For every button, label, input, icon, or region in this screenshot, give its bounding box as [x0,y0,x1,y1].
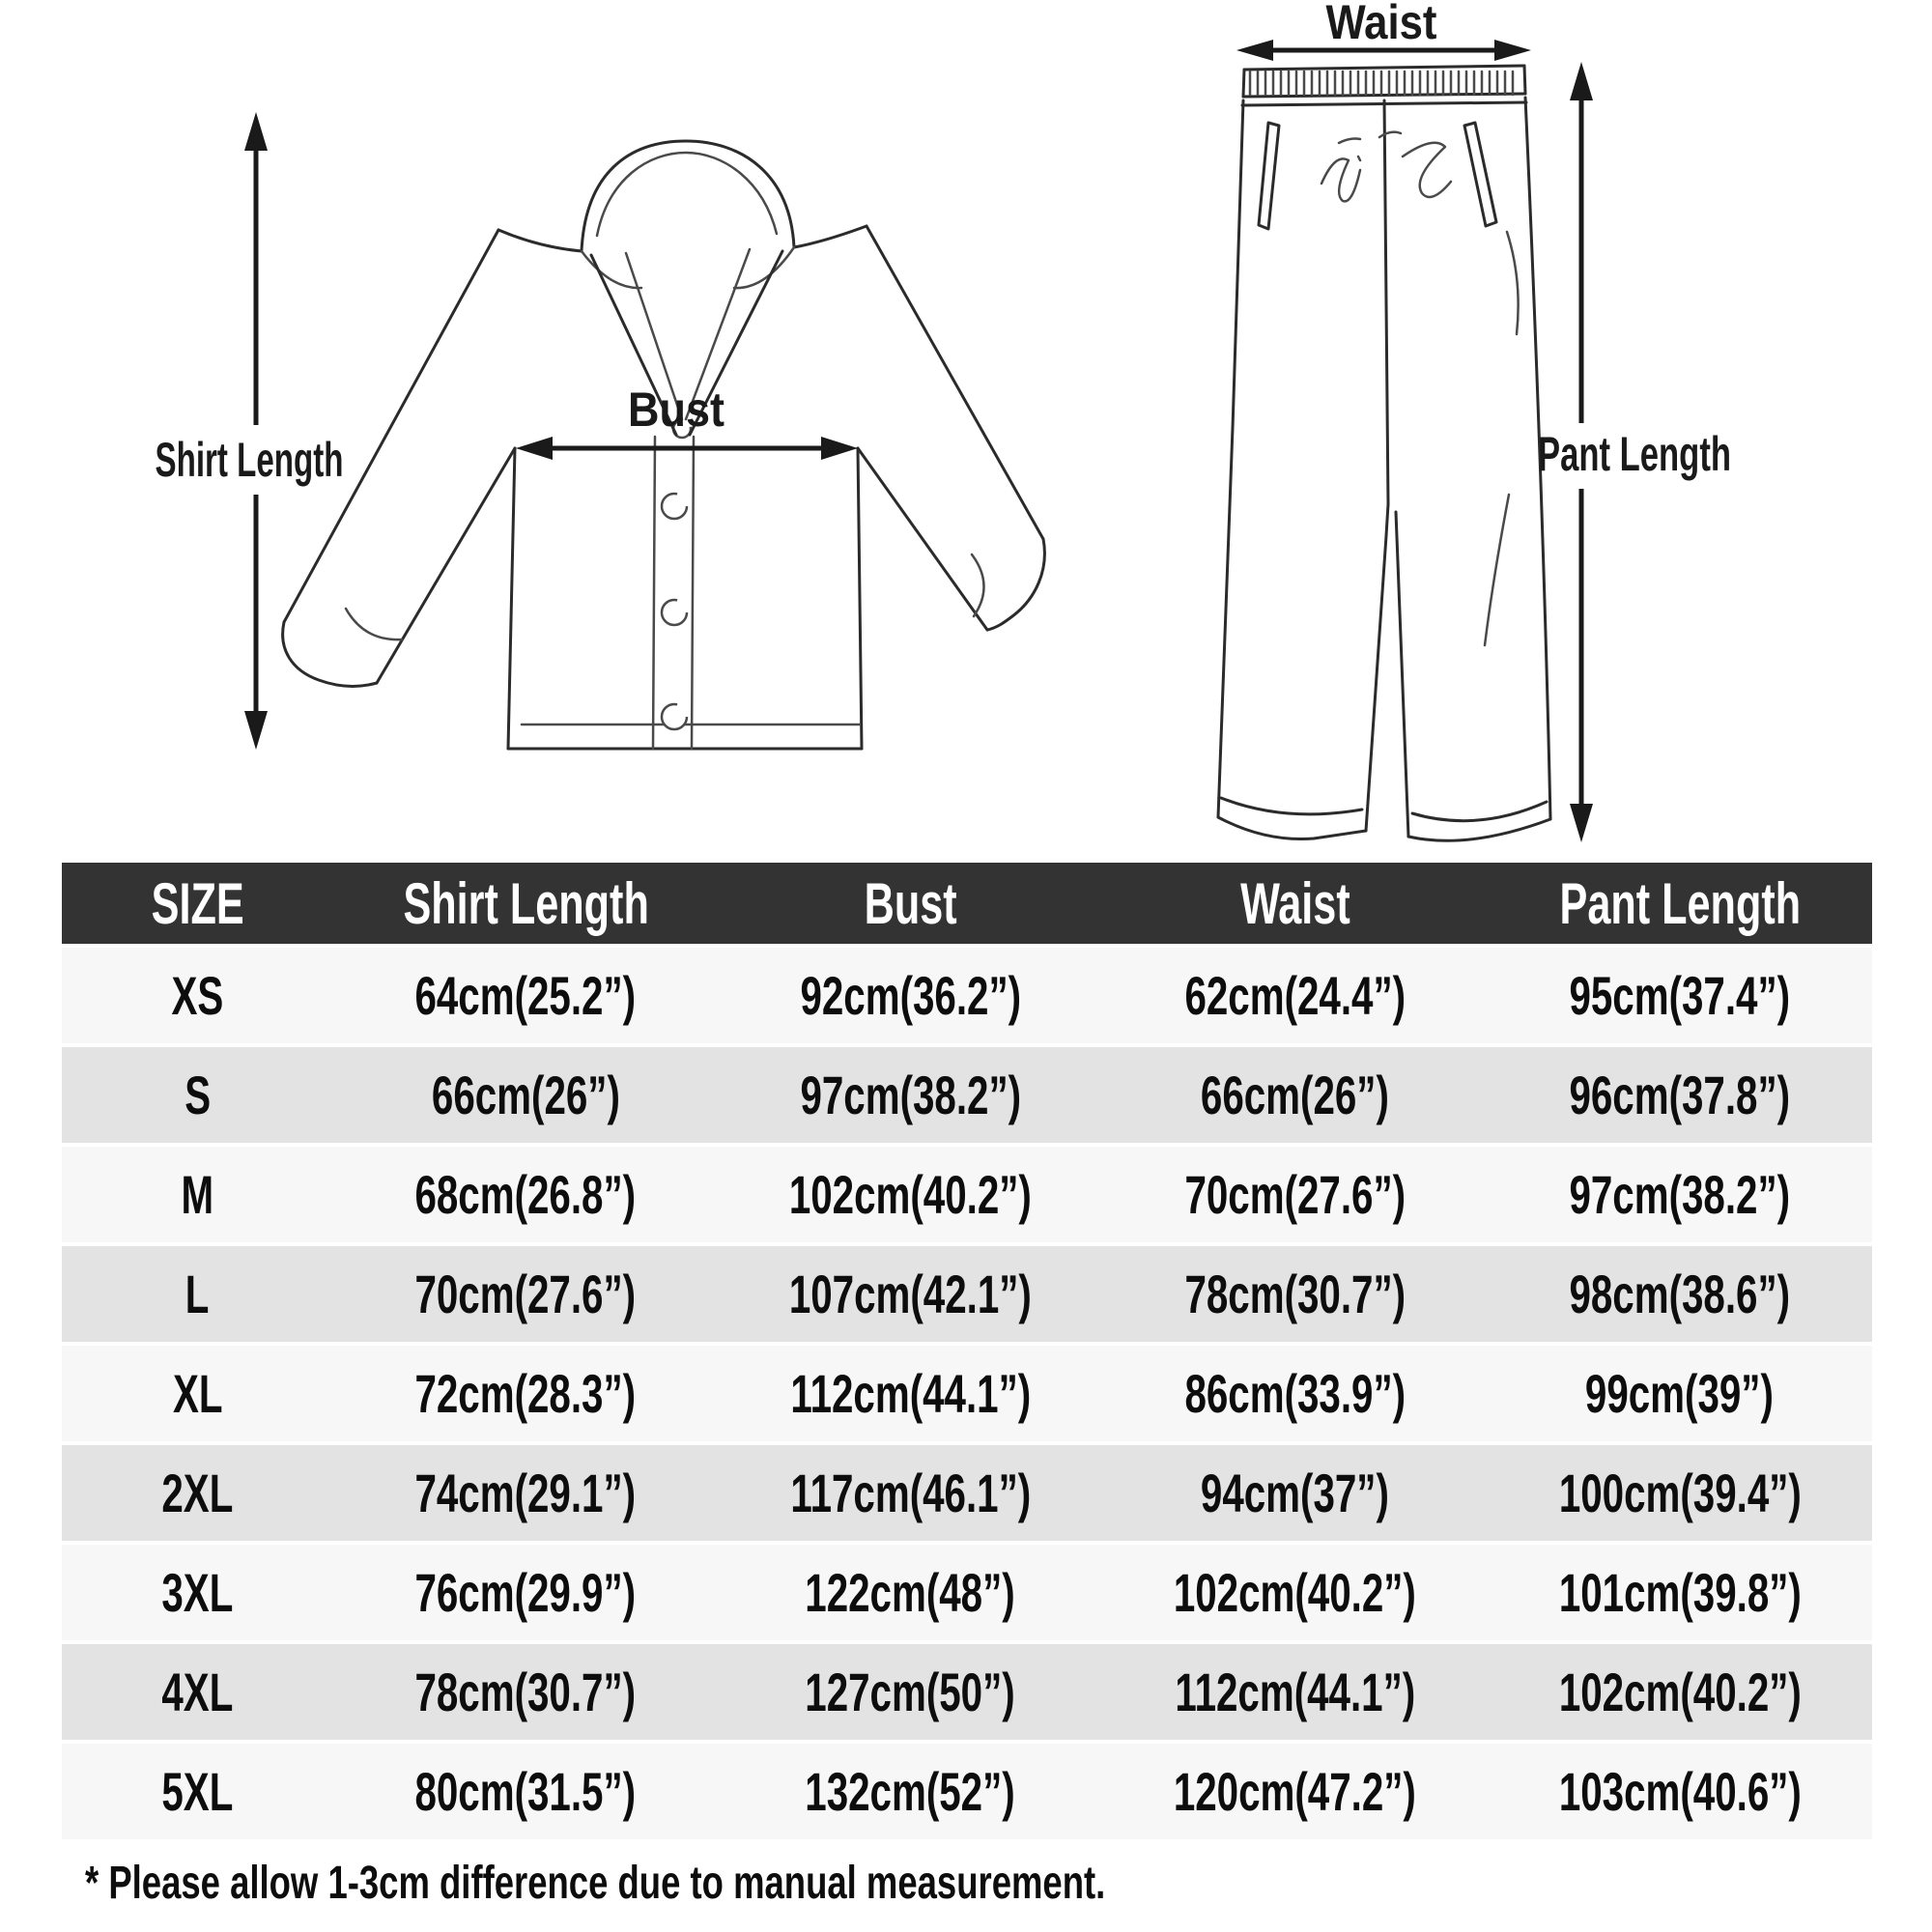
waist-cell: 94cm(37”) [1201,1463,1390,1523]
shirt-length-cell: 64cm(25.2”) [414,965,637,1026]
pant-length-cell: 101cm(39.8”) [1558,1562,1802,1623]
shirt-length-cell: 68cm(26.8”) [414,1164,637,1225]
table-row [62,1445,1872,1545]
size-cell: XS [171,965,224,1026]
shirt-length-cell: 76cm(29.9”) [414,1562,637,1623]
header-waist: Waist [1239,870,1350,936]
measurement-diagram [0,0,1932,863]
shirt-length-cell: 70cm(27.6”) [414,1264,637,1324]
pant-length-cell: 100cm(39.4”) [1558,1463,1802,1523]
size-cell: S [185,1065,211,1125]
size-cell: 2XL [161,1463,234,1523]
bust-cell: 127cm(50”) [805,1662,1016,1722]
pant-length-cell: 103cm(40.6”) [1558,1761,1802,1822]
waist-cell: 102cm(40.2”) [1174,1562,1417,1623]
table-row [62,1644,1872,1744]
pant-length-cell: 97cm(38.2”) [1569,1164,1791,1225]
waist-cell: 70cm(27.6”) [1184,1164,1406,1225]
shirt-length-cell: 78cm(30.7”) [414,1662,637,1722]
size-cell: 4XL [161,1662,234,1722]
bust-arrow-icon [516,437,858,460]
header-pant-length: Pant Length [1559,870,1801,936]
waist-cell: 66cm(26”) [1201,1065,1390,1125]
pant-length-cell: 98cm(38.6”) [1569,1264,1791,1324]
waist-cell: 120cm(47.2”) [1174,1761,1417,1822]
bust-label: Bust [628,383,725,437]
waist-label: Waist [1325,0,1437,49]
bust-cell: 102cm(40.2”) [788,1164,1032,1225]
header-bust: Bust [864,870,957,936]
pant-length-cell: 99cm(39”) [1585,1363,1775,1424]
shirt-length-cell: 80cm(31.5”) [414,1761,637,1822]
waist-cell: 112cm(44.1”) [1175,1662,1416,1722]
size-cell: M [181,1164,214,1225]
pant-length-cell: 102cm(40.2”) [1558,1662,1802,1722]
header-shirt-length: Shirt Length [403,870,649,936]
measurement-footnote: * Please allow 1-3cm difference due to manual measurement. [85,1858,1106,1909]
pant-length-label: Pant Length [1538,427,1731,481]
bust-cell: 122cm(48”) [805,1562,1016,1623]
bust-cell: 117cm(46.1”) [790,1463,1031,1523]
bust-cell: 112cm(44.1”) [790,1363,1031,1424]
table-row [62,948,1872,1047]
bust-cell: 107cm(42.1”) [788,1264,1032,1324]
size-cell: 5XL [161,1761,234,1822]
size-cell: 3XL [161,1562,234,1623]
pajama-shirt-drawing [283,141,1045,749]
bust-cell: 97cm(38.2”) [800,1065,1021,1125]
header-size: SIZE [151,870,244,936]
size-cell: XL [172,1363,223,1424]
bust-cell: 132cm(52”) [805,1761,1016,1822]
table-row [62,1744,1872,1843]
table-row [62,1147,1872,1246]
waist-cell: 86cm(33.9”) [1184,1363,1406,1424]
table-row [62,1246,1872,1346]
pajama-pants-drawing [1218,66,1550,840]
pant-length-cell: 95cm(37.4”) [1569,965,1791,1026]
size-cell: L [185,1264,210,1324]
table-row [62,1346,1872,1445]
size-table [62,863,1872,1843]
pant-length-cell: 96cm(37.8”) [1569,1065,1791,1125]
shirt-length-cell: 72cm(28.3”) [414,1363,637,1424]
shirt-length-cell: 74cm(29.1”) [414,1463,637,1523]
table-row [62,1545,1872,1644]
table-row [62,1047,1872,1147]
shirt-length-cell: 66cm(26”) [431,1065,620,1125]
shirt-length-label: Shirt Length [155,433,344,487]
shirt-length-arrow-icon [244,112,268,750]
size-table-header-row [62,863,1872,948]
waist-cell: 78cm(30.7”) [1184,1264,1406,1324]
waist-cell: 62cm(24.4”) [1184,965,1406,1026]
bust-cell: 92cm(36.2”) [800,965,1021,1026]
